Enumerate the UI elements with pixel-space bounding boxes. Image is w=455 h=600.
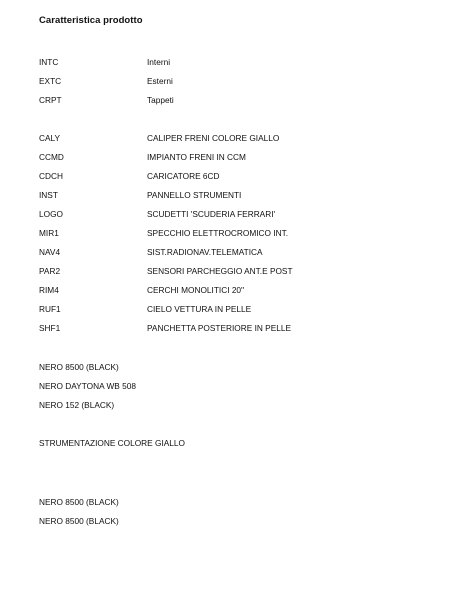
option-description: CIELO VETTURA IN PELLE xyxy=(147,304,252,314)
color-line: NERO 8500 (BLACK) xyxy=(39,362,119,372)
option-row xyxy=(0,246,455,258)
spec-code: INTC xyxy=(39,57,59,67)
spec-row xyxy=(0,75,455,87)
option-code: CALY xyxy=(39,133,61,143)
option-description: SIST.RADIONAV.TELEMATICA xyxy=(147,247,263,257)
color-line: NERO 8500 (BLACK) xyxy=(39,497,119,507)
option-row xyxy=(0,322,455,334)
option-code: CDCH xyxy=(39,171,63,181)
option-description: SENSORI PARCHEGGIO ANT.E POST xyxy=(147,266,293,276)
option-description: IMPIANTO FRENI IN CCM xyxy=(147,152,246,162)
spec-code: CRPT xyxy=(39,95,62,105)
option-description: CARICATORE 6CD xyxy=(147,171,220,181)
color-line: NERO DAYTONA WB 508 xyxy=(39,381,136,391)
spec-row xyxy=(0,94,455,106)
option-code: MIR1 xyxy=(39,228,59,238)
option-row xyxy=(0,284,455,296)
option-description: CALIPER FRENI COLORE GIALLO xyxy=(147,133,280,143)
option-code: PAR2 xyxy=(39,266,61,276)
spec-description: Esterni xyxy=(147,76,173,86)
option-row xyxy=(0,227,455,239)
option-row xyxy=(0,170,455,182)
option-code: RIM4 xyxy=(39,285,59,295)
option-code: INST xyxy=(39,190,58,200)
spec-description: Interni xyxy=(147,57,171,67)
option-row xyxy=(0,208,455,220)
spec-row xyxy=(0,56,455,68)
option-description: PANNELLO STRUMENTI xyxy=(147,190,242,200)
option-row xyxy=(0,151,455,163)
option-row xyxy=(0,189,455,201)
document-title: Caratteristica prodotto xyxy=(39,15,143,26)
color-line: NERO 8500 (BLACK) xyxy=(39,516,119,526)
option-code: NAV4 xyxy=(39,247,61,257)
option-description: SPECCHIO ELETTROCROMICO INT. xyxy=(147,228,289,238)
option-description: SCUDETTI 'SCUDERIA FERRARI' xyxy=(147,209,276,219)
option-description: CERCHI MONOLITICI 20'' xyxy=(147,285,245,295)
spec-description: Tappeti xyxy=(147,95,174,105)
spec-code: EXTC xyxy=(39,76,62,86)
option-code: RUF1 xyxy=(39,304,61,314)
option-row xyxy=(0,303,455,315)
option-description: PANCHETTA POSTERIORE IN PELLE xyxy=(147,323,291,333)
option-code: CCMD xyxy=(39,152,64,162)
option-row xyxy=(0,265,455,277)
option-code: SHF1 xyxy=(39,323,61,333)
instrumentation-line: STRUMENTAZIONE COLORE GIALLO xyxy=(39,438,185,448)
option-code: LOGO xyxy=(39,209,63,219)
option-row xyxy=(0,132,455,144)
color-line: NERO 152 (BLACK) xyxy=(39,400,115,410)
